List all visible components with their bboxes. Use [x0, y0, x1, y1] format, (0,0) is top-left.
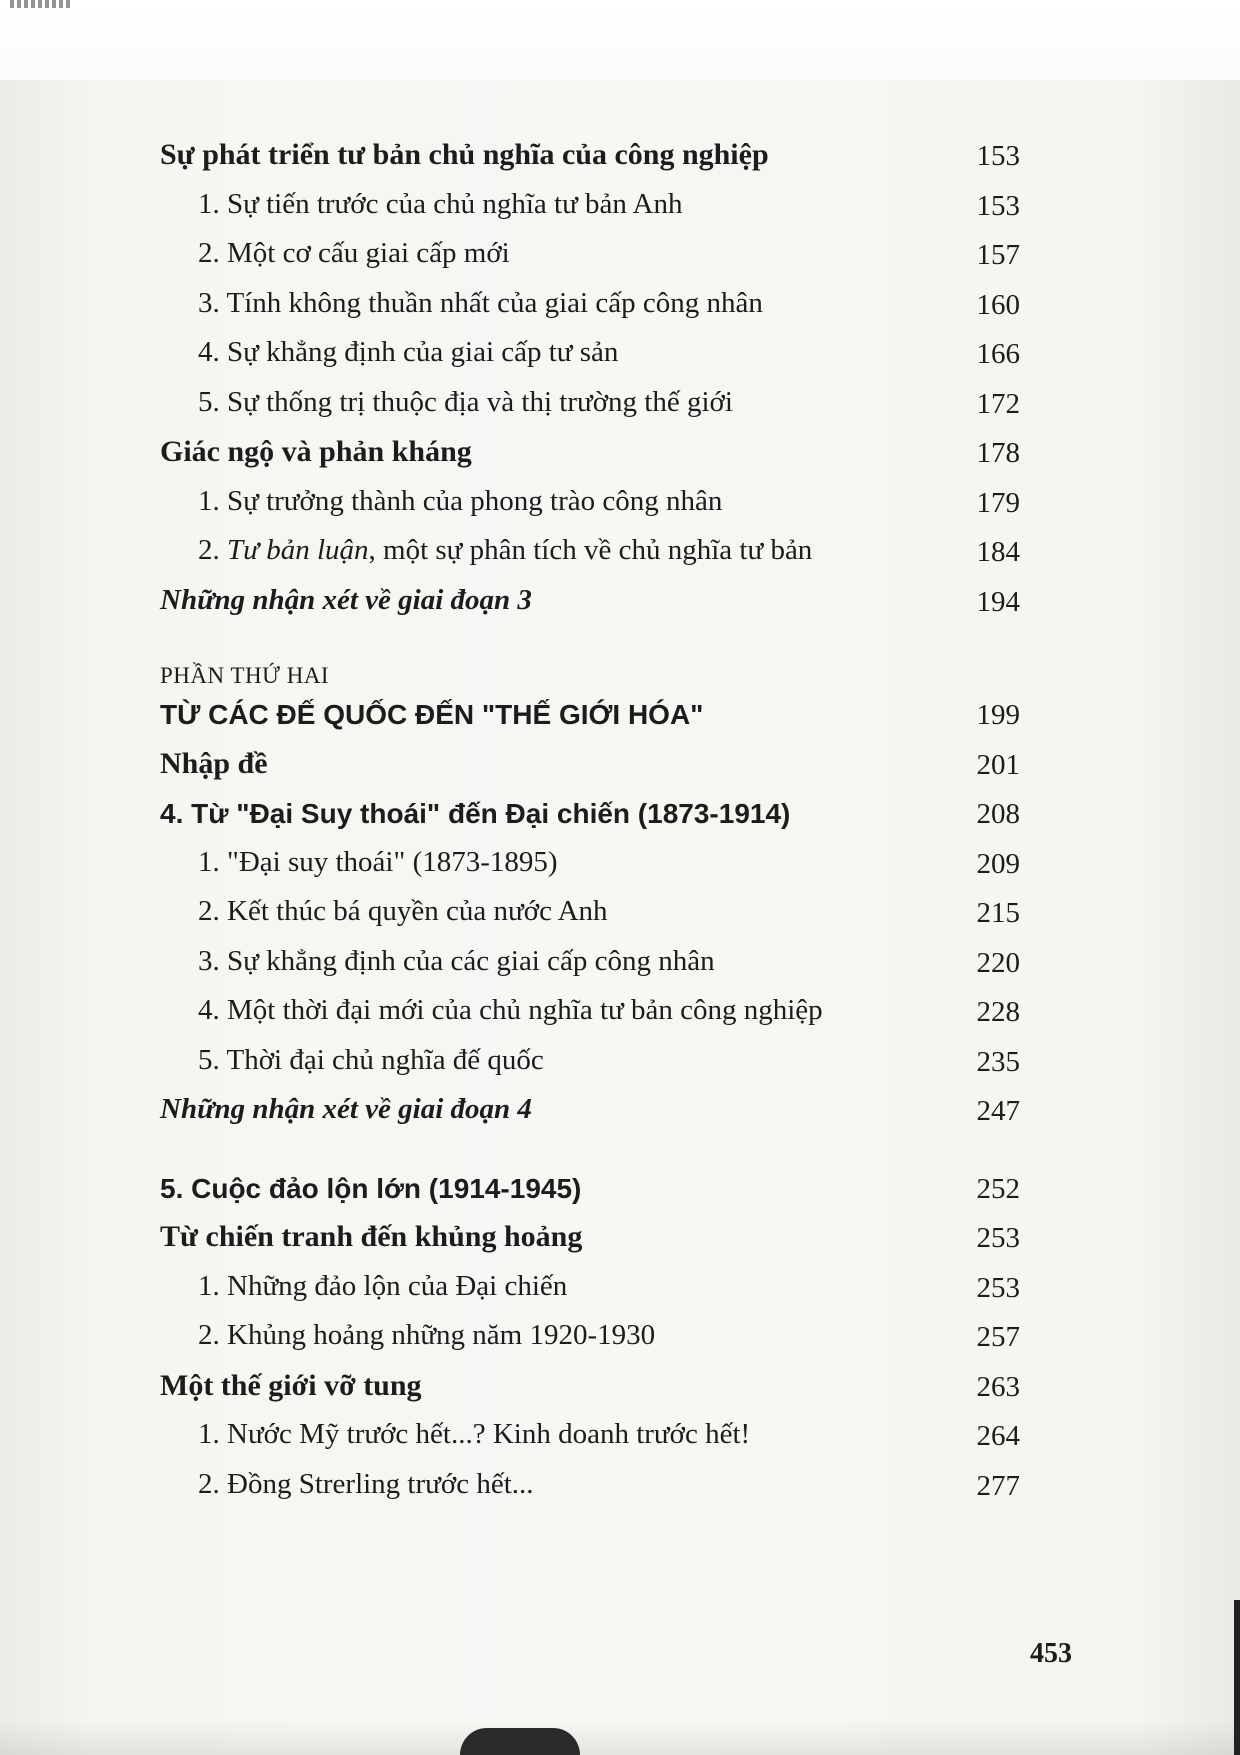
toc-entry-chapter — [160, 1163, 1020, 1213]
toc-entry-sub — [160, 229, 1020, 279]
toc-entry-title: Từ chiến tranh đến khủng hoảng — [160, 1220, 583, 1253]
toc-entry-title — [198, 534, 812, 567]
toc-entry-page: 209 — [976, 847, 1020, 880]
toc-entry-sub — [160, 279, 1020, 329]
toc-entry-title: 4. Từ "Đại Suy thoái" đến Đại chiến (1873-1914) — [160, 798, 791, 829]
toc-entry-title: 2. Đồng Strerling trước hết... — [198, 1467, 534, 1500]
toc-entry-chapter — [160, 788, 1020, 838]
toc-entry-title: 5. Thời đại chủ nghĩa đế quốc — [198, 1043, 544, 1076]
toc-entry-page: 184 — [976, 536, 1020, 568]
toc-entry-sub — [160, 937, 1020, 987]
toc-entry-sub — [160, 838, 1020, 888]
toc-entry-title: 4. Một thời đại mới của chủ nghĩa tư bản công nghiệp — [198, 994, 823, 1026]
toc-entry-page: 257 — [976, 1321, 1020, 1353]
toc-entry-sub — [160, 477, 1020, 527]
toc-entry-title: 4. Sự khẳng định của giai cấp tư sản — [198, 336, 619, 368]
toc-entry-title: Một thế giới vỡ tung — [160, 1368, 422, 1402]
toc-entry-title: Sự phát triển tư bản chủ nghĩa của công nghiệp — [160, 138, 769, 171]
table-of-contents — [160, 130, 1020, 1509]
toc-entry-section — [160, 130, 1020, 180]
toc-entry-title: Nhập đề — [160, 746, 268, 780]
toc-entry-page: 166 — [976, 338, 1020, 370]
scan-mark — [10, 0, 70, 8]
toc-entry-page: 215 — [976, 897, 1020, 929]
toc-entry-section — [160, 1212, 1020, 1262]
toc-entry-title: 1. Nước Mỹ trước hết...? Kinh doanh trước hết! — [198, 1418, 751, 1450]
toc-entry-note — [160, 1085, 1020, 1135]
toc-entry-sub — [160, 1460, 1020, 1510]
toc-entry-sub — [160, 1036, 1020, 1086]
toc-spacer — [160, 1135, 1020, 1163]
toc-entry-title-prefix: 2. — [198, 534, 227, 566]
toc-entry-page: 178 — [976, 437, 1020, 469]
toc-entry-sub — [160, 887, 1020, 937]
toc-entry-title: 1. Những đảo lộn của Đại chiến — [198, 1269, 568, 1302]
toc-entry-page: 228 — [976, 996, 1020, 1028]
toc-entry-sub — [160, 378, 1020, 428]
toc-entry-page: 253 — [976, 1271, 1020, 1304]
toc-entry-title-rest: , một sự phân tích về chủ nghĩa tư bản — [368, 534, 813, 566]
toc-entry-part-title — [160, 689, 1020, 739]
toc-entry-title: 1. Sự tiến trước của chủ nghĩa tư bản Anh — [198, 187, 683, 220]
toc-entry-page: 220 — [976, 946, 1020, 979]
toc-entry-title: 3. Sự khẳng định của các giai cấp công nhân — [198, 944, 715, 977]
toc-entry-page: 172 — [976, 387, 1020, 420]
toc-entry-page: 153 — [976, 140, 1020, 172]
toc-entry-title: 5. Sự thống trị thuộc địa và thị trường thế giới — [198, 385, 733, 418]
toc-entry-title: 1. "Đại suy thoái" (1873-1895) — [198, 845, 558, 878]
bottom-shadow — [0, 1720, 1240, 1755]
toc-entry-sub — [160, 1262, 1020, 1312]
toc-entry-sub — [160, 1311, 1020, 1361]
toc-entry-page: 179 — [976, 486, 1020, 519]
toc-entry-title: Những nhận xét về giai đoạn 4 — [160, 1093, 532, 1125]
toc-entry-page: 208 — [976, 798, 1020, 830]
toc-entry-title: Những nhận xét về giai đoạn 3 — [160, 583, 532, 616]
toc-entry-section — [160, 739, 1020, 789]
toc-entry-sub — [160, 180, 1020, 230]
toc-entry-title: 2. Khủng hoảng những năm 1920-1930 — [198, 1319, 656, 1351]
toc-entry-page: 235 — [976, 1045, 1020, 1078]
toc-entry-section — [160, 427, 1020, 477]
toc-entry-page: 157 — [976, 239, 1020, 271]
toc-entry-page: 252 — [976, 1172, 1020, 1205]
toc-entry-sub — [160, 986, 1020, 1036]
toc-entry-sub — [160, 328, 1020, 378]
toc-entry-title: 3. Tính không thuần nhất của giai cấp công nhân — [198, 286, 763, 319]
toc-entry-page: 277 — [976, 1469, 1020, 1502]
toc-entry-page: 264 — [976, 1420, 1020, 1452]
toc-entry-page: 263 — [976, 1370, 1020, 1403]
toc-entry-page: 201 — [976, 748, 1020, 781]
toc-entry-sub — [160, 526, 1020, 576]
toc-entry-title: 2. Một cơ cấu giai cấp mới — [198, 237, 510, 269]
toc-entry-title: 5. Cuộc đảo lộn lớn (1914-1945) — [160, 1172, 582, 1204]
toc-spacer — [160, 625, 1020, 649]
toc-entry-title-italic: Tư bản luận — [227, 534, 369, 566]
toc-entry-page: 194 — [976, 585, 1020, 618]
toc-entry-page: 247 — [976, 1095, 1020, 1127]
top-margin — [0, 0, 1240, 80]
toc-entry-page: 253 — [976, 1222, 1020, 1254]
toc-entry-title: TỪ CÁC ĐẾ QUỐC ĐẾN "THẾ GIỚI HÓA" — [160, 699, 704, 730]
toc-entry-title: Giác ngộ và phản kháng — [160, 435, 472, 468]
toc-entry-note — [160, 576, 1020, 626]
toc-entry-sub — [160, 1410, 1020, 1460]
page-number: 453 — [1030, 1638, 1072, 1669]
page-edge — [1234, 1600, 1240, 1755]
toc-entry-title: 1. Sự trưởng thành của phong trào công nhân — [198, 484, 723, 517]
toc-entry-section — [160, 1361, 1020, 1411]
toc-entry-title: 2. Kết thúc bá quyền của nước Anh — [198, 895, 608, 927]
toc-entry-part-label — [160, 649, 1020, 689]
scan-artifact — [460, 1728, 580, 1755]
toc-entry-page: 199 — [976, 699, 1020, 731]
toc-entry-page: 160 — [976, 288, 1020, 321]
toc-entry-title: PHẦN THỨ HAI — [160, 663, 330, 688]
toc-entry-page: 153 — [976, 189, 1020, 222]
